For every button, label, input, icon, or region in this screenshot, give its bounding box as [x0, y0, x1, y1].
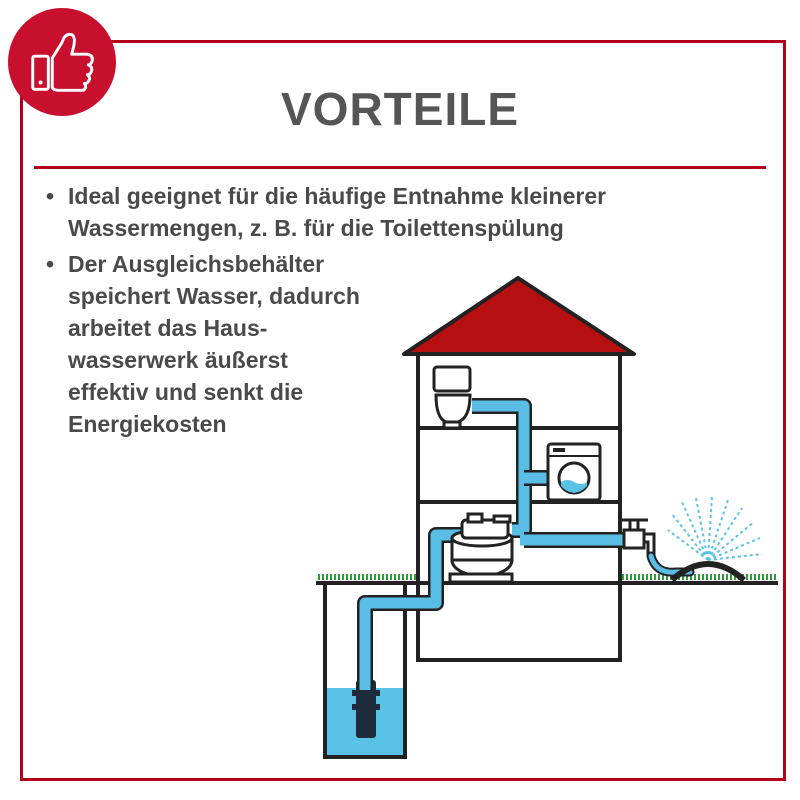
washing-machine-icon [548, 444, 600, 500]
thumbs-up-icon [23, 23, 101, 101]
list-item [44, 248, 606, 440]
advantages-list [44, 180, 606, 444]
bullet-dot: • [46, 251, 55, 277]
house-water-pump-icon [450, 514, 512, 582]
water-tap-icon [622, 520, 654, 554]
page-title: VORTEILE [280, 83, 520, 135]
bullet-text: Der Ausgleichsbehälter speichert Wasser, dadurch arbeitet das Haus- wasserwerk äußerst effektiv und senkt die Energiekosten [68, 251, 360, 437]
bullet-dot: • [46, 183, 55, 209]
sprinkler-icon [668, 496, 762, 580]
thumbs-up-badge [8, 8, 116, 116]
bullet-text: Ideal geeignet für die häufige Entnahme kleinerer Wassermengen, z. B. für die Toilettenspülung [68, 183, 607, 241]
list-item [44, 180, 606, 244]
